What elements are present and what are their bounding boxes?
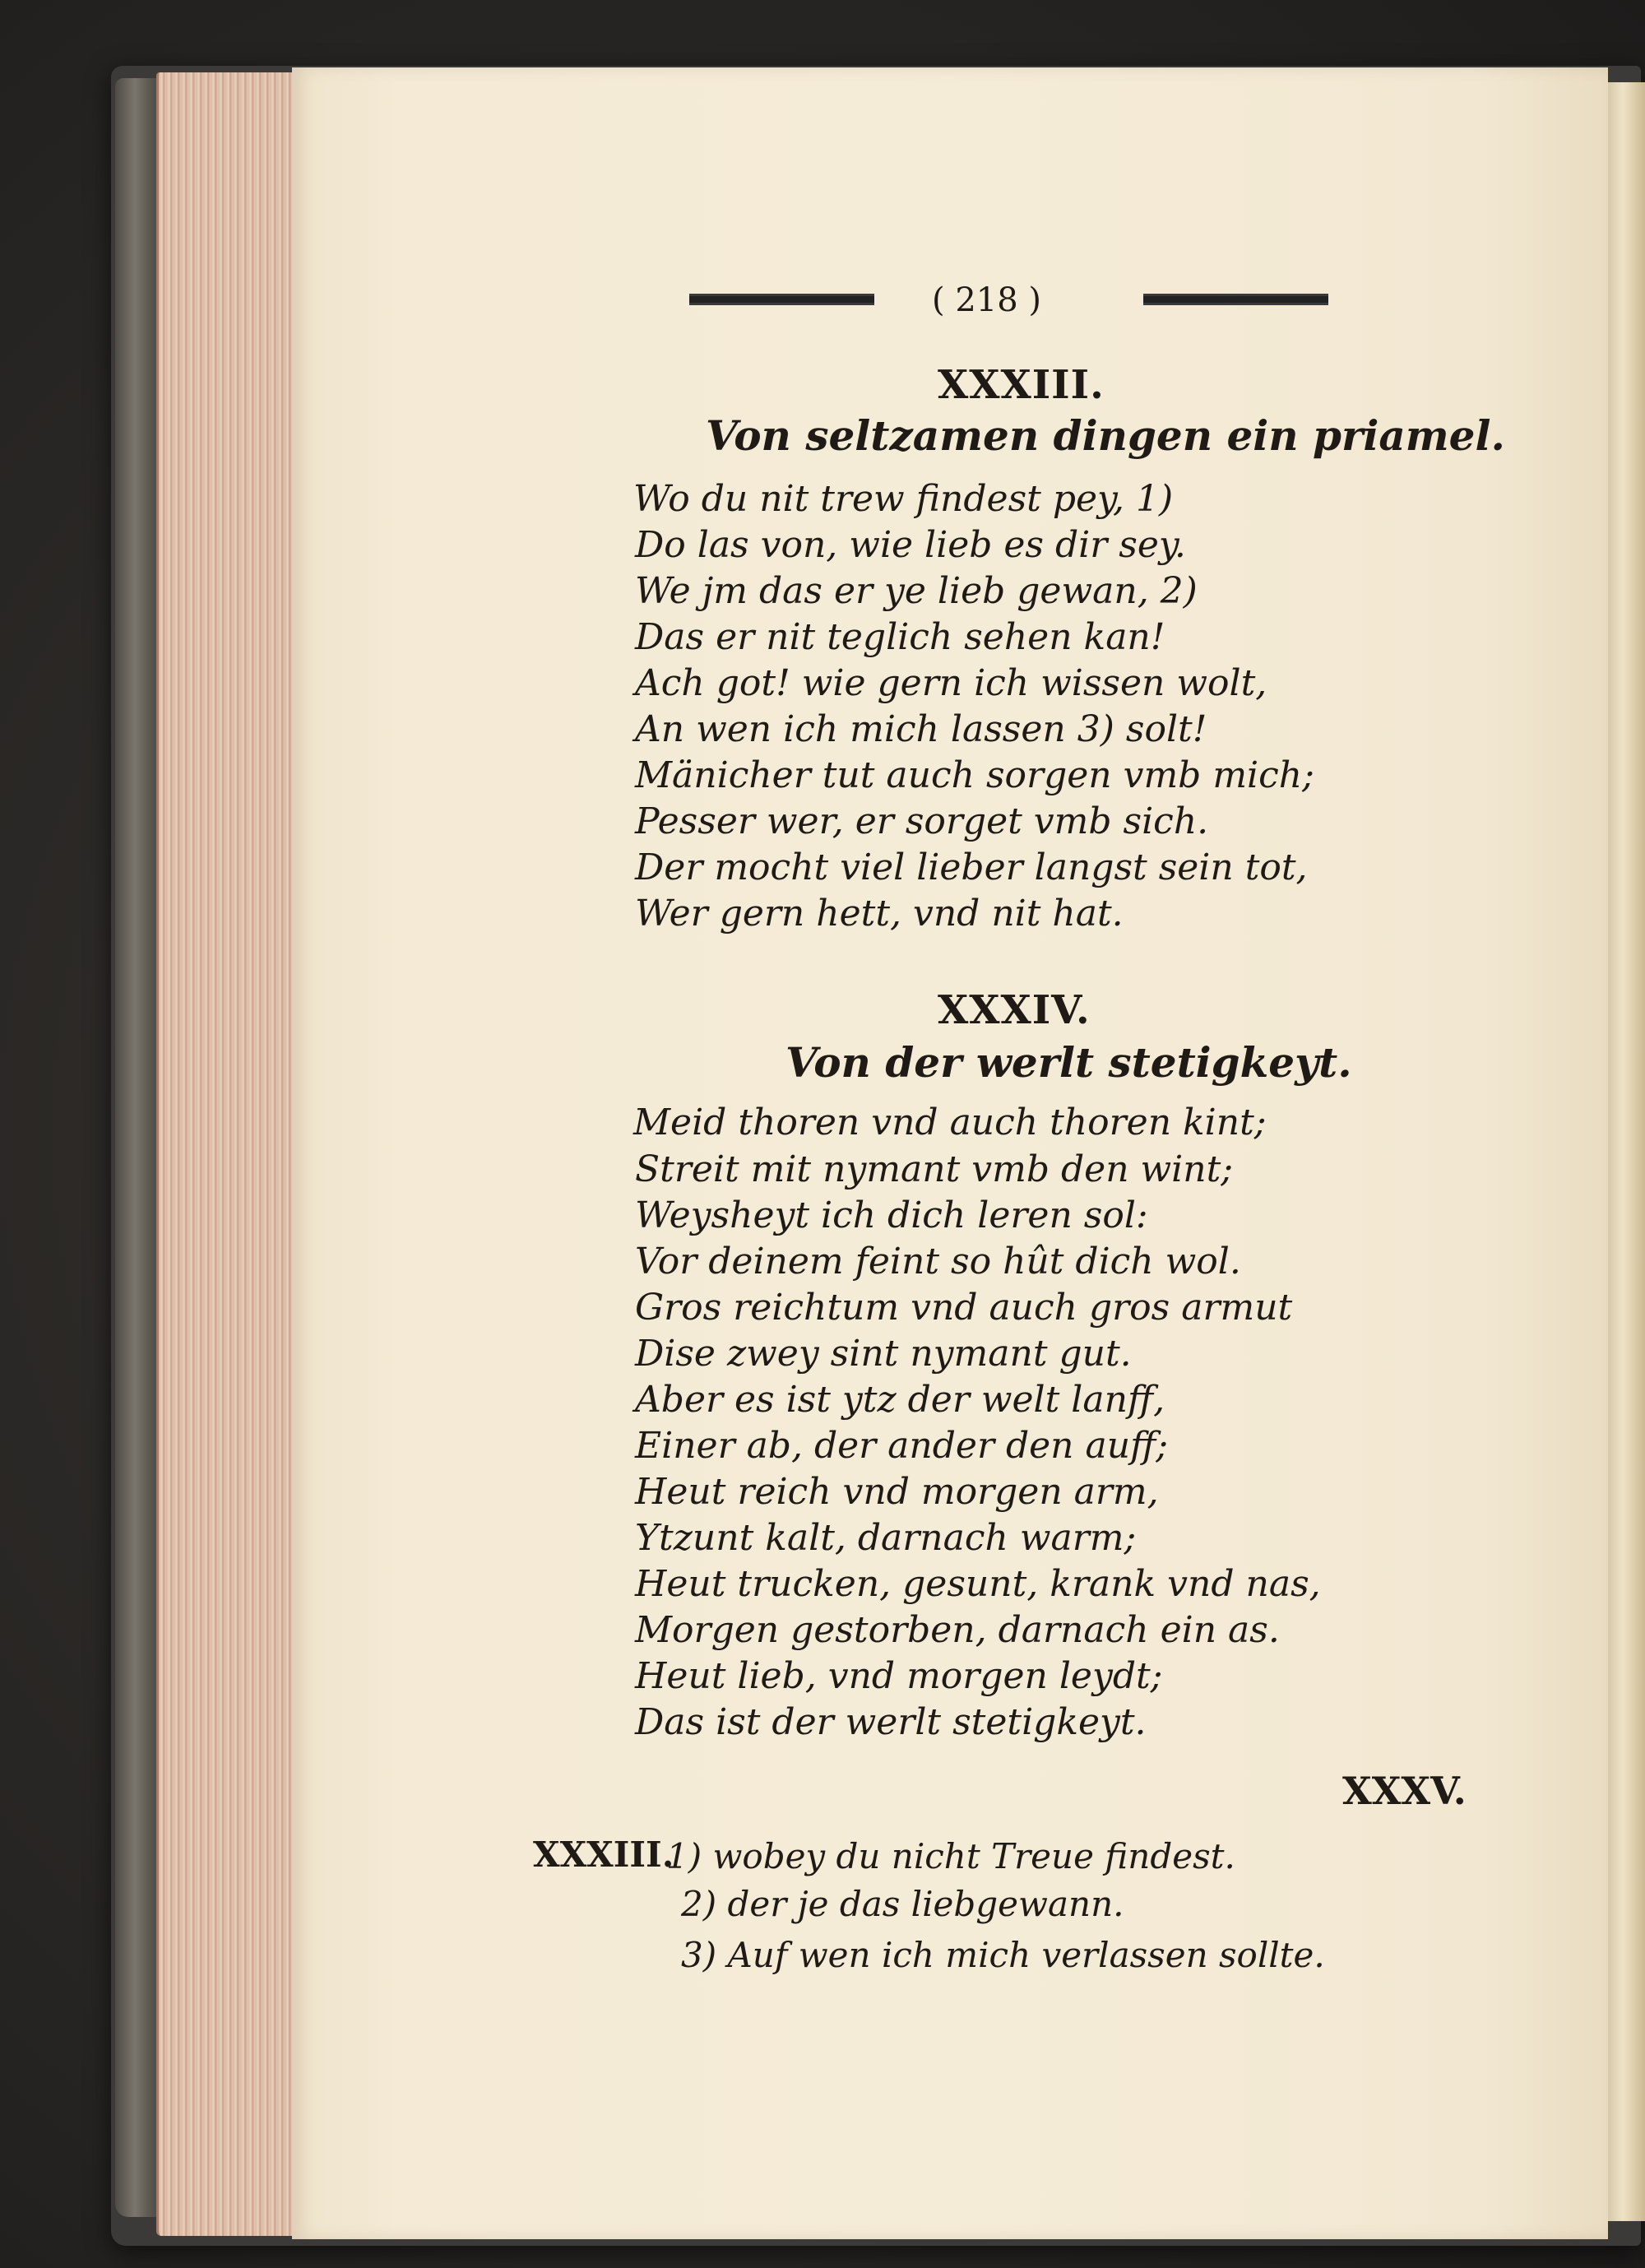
verse-line: Heut lieb, vnd morgen leydt; [635,1655,1163,1697]
footnote-1: 1) wobey du nicht Treue findest. [666,1836,1235,1876]
footnote-label: XXXIII. [533,1834,674,1875]
right-page-edge [1608,82,1645,2221]
verse-line: Einer ab, der ander den auff; [635,1425,1169,1467]
verse-line: Der mocht viel lieber langst sein tot, [635,846,1308,888]
verse-line: Gros reichtum vnd auch gros armut [635,1287,1293,1329]
poem-2-numeral: XXXIV. [938,987,1091,1033]
verse-line: Ach got! wie gern ich wissen wolt, [635,662,1267,704]
poem-2-title: Von der werlt stetigkeyt. [785,1038,1352,1087]
verse-line: Pesser wer, er sorget vmb sich. [635,800,1209,842]
verse-line: Morgen gestorben, darnach ein as. [635,1609,1280,1651]
header-rule-right [1143,294,1328,305]
page-edges [156,72,294,2236]
verse-line: Heut reich vnd morgen arm, [635,1471,1159,1513]
verse-line: Wer gern hett, vnd nit hat. [635,893,1124,935]
verse-line: Heut trucken, gesunt, krank vnd nas, [635,1563,1321,1605]
poem-1-title: Von seltzamen dingen ein priamel. [706,411,1505,460]
header-rule-left [689,294,874,305]
page-number: ( 218 ) [932,281,1041,319]
verse-line: Dise zwey sint nymant gut. [635,1333,1132,1375]
verse-line: We jm das er ye lieb gewan, 2) [635,570,1198,612]
verse-line: Meid thoren vnd auch thoren kint; [633,1102,1267,1143]
verse-line: Wo du nit trew findest pey, 1) [633,478,1174,520]
footnote-3: 3) Auf wen ich mich verlassen sollte. [681,1935,1325,1975]
verse-line: Das ist der werlt stetigkeyt. [635,1701,1147,1743]
verse-line: Ytzunt kalt, darnach warm; [635,1517,1137,1559]
verse-line: Aber es ist ytz der welt lanff, [635,1379,1165,1421]
verse-line: Das er nit teglich sehen kan! [635,616,1165,658]
catchword: XXXV. [1342,1769,1467,1813]
verse-line: Vor deinem feint so hût dich wol. [635,1241,1241,1282]
verse-line: Mänicher tut auch sorgen vmb mich; [635,754,1314,796]
footnote-2: 2) der je das liebgewann. [681,1884,1124,1924]
poem-1-numeral: XXXIII. [938,362,1105,408]
verse-line: An wen ich mich lassen 3) solt! [635,708,1207,750]
verse-line: Do las von, wie lieb es dir sey. [635,524,1186,566]
verse-line: Streit mit nymant vmb den wint; [635,1148,1234,1190]
verse-line: Weysheyt ich dich leren sol: [635,1194,1148,1236]
